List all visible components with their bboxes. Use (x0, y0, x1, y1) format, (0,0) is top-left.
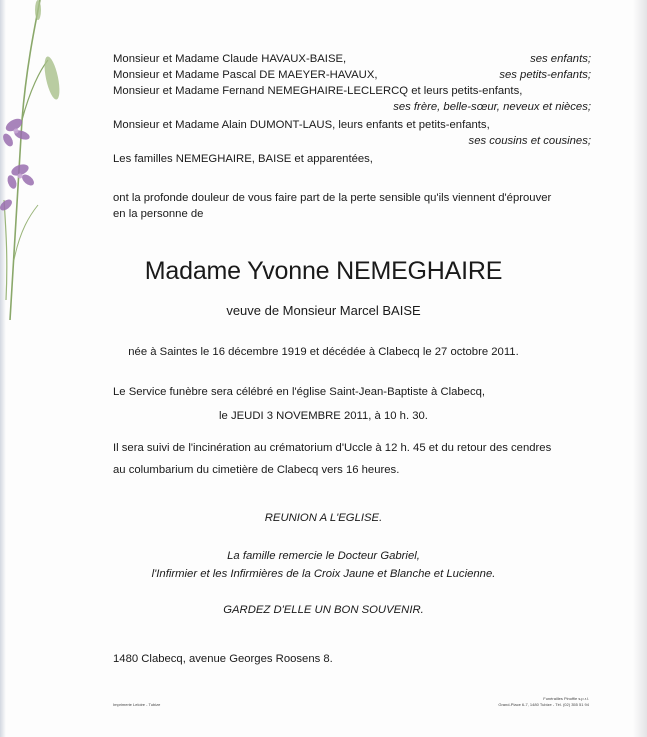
page-edge-shadow-right (633, 0, 647, 737)
funeral-home-name: Funérailles Pinoffie s.p.r.l. (543, 696, 589, 701)
widow-of: veuve de Monsieur Marcel BAISE (226, 303, 421, 318)
relative-name: Monsieur et Madame Pascal DE MAEYER-HAVAUX, (113, 69, 378, 81)
printer-credit: Imprimerie Leloire - Tubize (113, 702, 161, 707)
relative-name: Monsieur et Madame Alain DUMONT-LAUS, leurs enfants et petits-enfants, (113, 119, 490, 131)
reunion-notice: REUNION A L'EGLISE. (264, 512, 383, 524)
relative-role: ses cousins et cousines; (468, 135, 591, 147)
relative-name: Les familles NEMEGHAIRE, BAISE et apparentées, (113, 153, 373, 165)
birth-death-dates: née à Saintes le 16 décembre 1919 et décédée à Clabecq le 27 octobre 2011. (128, 346, 519, 358)
service-line: Il sera suivi de l'incinération au crématorium d'Uccle à 12 h. 45 et du retour des cendres (113, 442, 552, 454)
thanks-line: l'Infirmier et les Infirmières de la Croix Jaune et Blanche et Lucienne. (151, 568, 496, 580)
funeral-home-address: Grand-Place 6-7, 1480 Tubize - Tél. (02) 355 51 94 (498, 702, 589, 707)
relative-role: ses petits-enfants; (499, 69, 591, 81)
relative-name: Monsieur et Madame Claude HAVAUX-BAISE, (113, 53, 347, 65)
service-line: Le Service funèbre sera célébré en l'église Saint-Jean-Baptiste à Clabecq, (113, 386, 486, 398)
relative-role: ses enfants; (530, 53, 591, 65)
service-date: le JEUDI 3 NOVEMBRE 2011, à 10 h. 30. (219, 410, 428, 422)
thanks-line: La famille remercie le Docteur Gabriel, (227, 550, 420, 562)
announcement-line: en la personne de (113, 208, 204, 220)
service-line: au columbarium du cimetière de Clabecq vers 16 heures. (113, 464, 400, 476)
relative-role: ses frère, belle-sœur, neveux et nièces; (393, 101, 591, 113)
deceased-name: Madame Yvonne NEMEGHAIRE (144, 257, 503, 285)
souvenir-line: GARDEZ D'ELLE UN BON SOUVENIR. (223, 604, 424, 616)
relative-name: Monsieur et Madame Fernand NEMEGHAIRE-LECLERCQ et leurs petits-enfants, (113, 85, 523, 97)
family-address: 1480 Clabecq, avenue Georges Roosens 8. (113, 653, 333, 665)
announcement-line: ont la profonde douleur de vous faire part de la perte sensible qu'ils viennent d'éprouver (113, 192, 552, 204)
